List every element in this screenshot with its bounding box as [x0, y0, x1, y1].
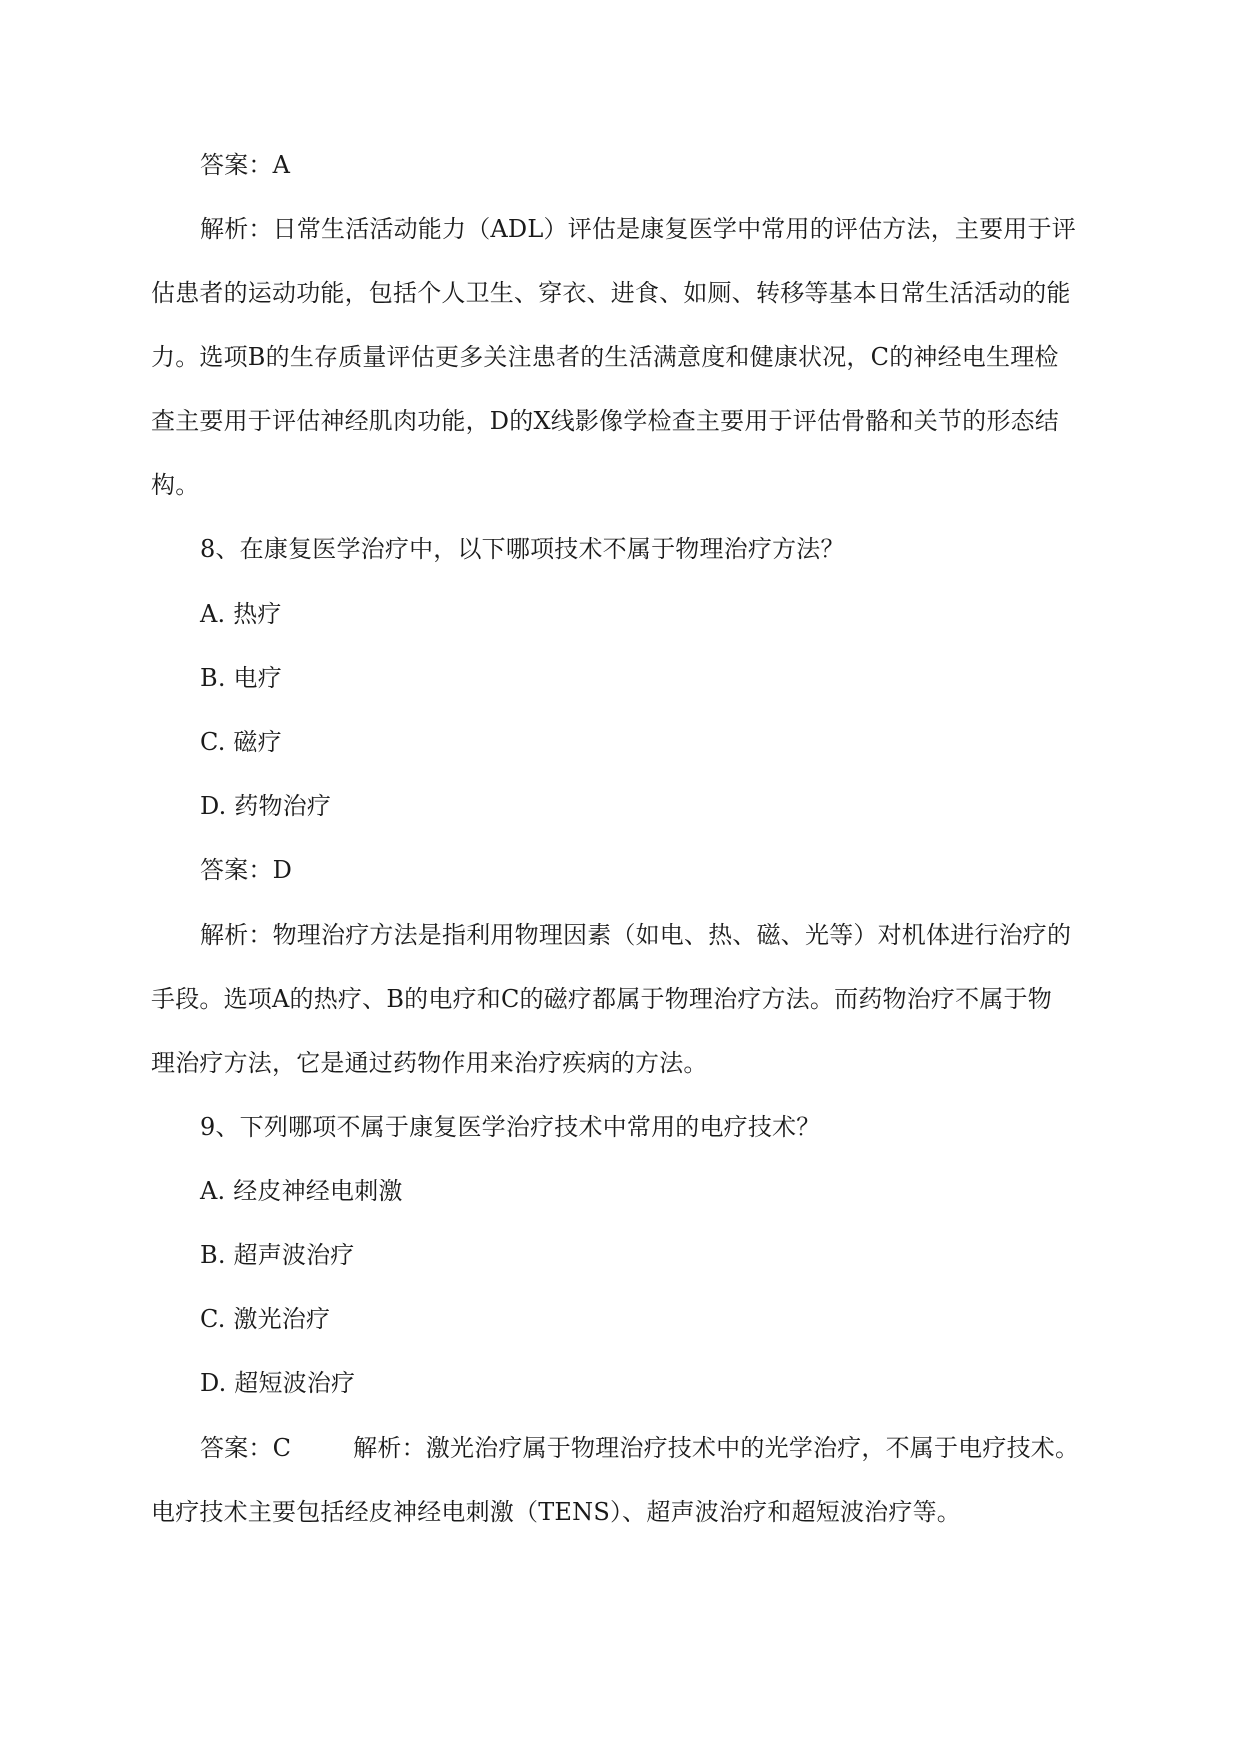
q8-question: 8、在康复医学治疗中，以下哪项技术不属于物理治疗方法？	[200, 535, 845, 563]
q9-analysis-cont: 电疗技术主要包括经皮神经电刺激（TENS）、超声波治疗和超短波治疗等。	[151, 1498, 961, 1526]
q7-analysis-line-3: 力。选项B的生存质量评估更多关注患者的生活满意度和健康状况，C的神经电生理检	[151, 343, 1059, 371]
q7-analysis-line-1: 解析：日常生活活动能力（ADL）评估是康复医学中常用的评估方法，主要用于评	[200, 215, 1076, 243]
q8-option-b: B. 电疗	[200, 664, 282, 692]
q7-analysis-line-2: 估患者的运动功能，包括个人卫生、穿衣、进食、如厕、转移等基本日常生活活动的能	[151, 279, 1071, 307]
q9-option-b: B. 超声波治疗	[200, 1241, 355, 1269]
q8-analysis-line-2: 手段。选项A的热疗、B的电疗和C的磁疗都属于物理治疗方法。而药物治疗不属于物	[151, 985, 1052, 1013]
q9-analysis-inline: 解析：激光治疗属于物理治疗技术中的光学治疗，不属于电疗技术。	[353, 1434, 1080, 1462]
q8-option-d: D. 药物治疗	[200, 792, 332, 820]
q8-option-c: C. 磁疗	[200, 728, 282, 756]
q9-answer: 答案：C	[200, 1434, 292, 1462]
q7-analysis-line-5: 构。	[151, 471, 200, 499]
q8-analysis-line-3: 理治疗方法，它是通过药物作用来治疗疾病的方法。	[151, 1049, 708, 1077]
q9-answer-row	[200, 1432, 1079, 1464]
q8-option-a: A. 热疗	[200, 600, 282, 628]
q9-question: 9、下列哪项不属于康复医学治疗技术中常用的电疗技术？	[200, 1113, 821, 1141]
q9-option-a: A. 经皮神经电刺激	[200, 1177, 403, 1205]
q7-analysis-line-4: 查主要用于评估神经肌肉功能，D的X线影像学检查主要用于评估骨骼和关节的形态结	[151, 407, 1059, 435]
q9-option-d: D. 超短波治疗	[200, 1369, 356, 1397]
q8-analysis-line-1: 解析：物理治疗方法是指利用物理因素（如电、热、磁、光等）对机体进行治疗的	[200, 921, 1072, 949]
q8-answer: 答案：D	[200, 856, 293, 884]
q7-answer: 答案：A	[200, 151, 291, 179]
q9-option-c: C. 激光治疗	[200, 1305, 331, 1333]
